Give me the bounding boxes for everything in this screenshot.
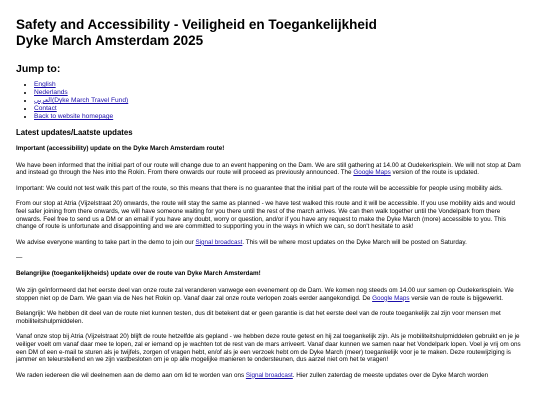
nl-paragraph-4 xyxy=(16,372,524,380)
jump-to-heading: Jump to: xyxy=(16,63,61,75)
jump-item-contact xyxy=(34,105,524,113)
jump-to-list xyxy=(16,81,524,121)
nl-important-heading: Belangrijke (toegankelijkheids) update over de route van Dyke March Amsterdam! xyxy=(16,270,261,278)
link-english[interactable]: English xyxy=(34,81,56,88)
en-paragraph-1 xyxy=(16,162,524,177)
latest-updates-heading: Latest updates/Laatste updates xyxy=(16,128,133,137)
jump-item-home xyxy=(34,113,524,121)
page-title-line2: Dyke March Amsterdam 2025 xyxy=(16,33,204,48)
nl-paragraph-2: Belangrijk: We hebben dit deel van de route niet kunnen testen, dus dit betekent dat er geen garantie is dat het eerste deel van de route toegankelijk zal zijn voor mensen met mobiliteitshulpmiddelen. xyxy=(16,310,501,325)
en-paragraph-4 xyxy=(16,239,524,247)
link-arabic-travel-fund[interactable]: العربي(Dyke March Travel Fund) xyxy=(34,97,129,104)
jump-item-english xyxy=(34,81,524,89)
link-back-to-homepage[interactable]: Back to website homepage xyxy=(34,113,114,120)
link-contact[interactable]: Contact xyxy=(34,105,57,112)
en-paragraph-2: Important: We could not test walk this part of the route, so this means that there is no guarantee that the initial part of the route will be accessible for people using mobility aids. xyxy=(16,184,503,192)
jump-item-arabic xyxy=(34,97,524,105)
en-paragraph-3: From our stop at Atria (Vijzelstraat 20) onwards, the route will stay the same as planned - we have test walked this route and it will be accessible. If you use mobility aids and would feel safer joining from there onwards, we will have someone waiting for you there until the rest of the march arrives. We can then walk together until the Vondelpark from there onwards. Feel free to send us a DM or an email if you have any doubt, worry or question, and/or if you have any request to make the Dyke March (more) accessible to you. This change of route is unfortunate and disappointing and we are committed to supporting you in the ways in which we can, so don't hesitate to ask! xyxy=(16,200,515,231)
nl-paragraph-3: Vanaf onze stop bij Atria (Vijzelstraat 20) blijft de route hetzelfde als gepland - we hebben deze route getest en hij zal toegankelijk zijn. Als je mobiliteitshulpmiddelen gebruikt en je je veiliger voelt om vanaf daar mee te lopen, zal er iemand op je wachten tot de rest van de mars arriveert. Vanaf daar kunnen we samen naar het Vondelpark lopen. Voel je vrij om ons een DM of een e-mail te sturen als je twijfels, zorgen of vragen hebt, en/of als je een verzoek hebt om de Dyke March (meer) toegankelijk voor je te maken. Deze routewijziging is jammer en teleurstellend en we zijn vastbesloten om je op alle mogelijke manieren te ondersteunen, dus aarzel niet om het te vragen! xyxy=(16,333,521,364)
en-p1-text: We have been informed that the initial part of our route will change due to an event happening on the Dam. We are still gathering at 14.00 at Oudekerksplein. We will not stop at Dam and instead go through the Nes into the Rokin. From there onwards our route will proceed as previously announced. The xyxy=(16,161,521,177)
en-google-maps-link[interactable]: Google Maps xyxy=(353,169,391,177)
nl-google-maps-link[interactable]: Google Maps xyxy=(372,294,410,302)
en-p1-text-after: version of the route is updated. xyxy=(390,169,479,177)
nl-signal-link[interactable]: Signal broadcast xyxy=(245,371,293,379)
nl-p1-text: We zijn geïnformeerd dat het eerste deel van onze route zal veranderen vanwege een evenement op de Dam. We komen nog steeds om 14.00 uur samen op Oudekerksplein. We stoppen niet op de Dam. We gaan via de Nes het Rokin op. Vanaf daar zal onze route verlopen zoals eerder aangekondigd. De xyxy=(16,286,514,302)
section-divider: — xyxy=(16,254,23,262)
en-signal-link[interactable]: Signal broadcast xyxy=(195,238,243,246)
en-p4-text: We advise everyone wanting to take part in the demo to join our xyxy=(16,238,196,246)
en-p4-text-after: . This will be where most updates on the Dyke March will be posted on Saturday. xyxy=(242,238,467,246)
en-important-heading: Important (accessibility) update on the Dyke March Amsterdam route! xyxy=(16,145,225,152)
nl-p1-text-after: versie van de route is bijgewerkt. xyxy=(409,294,504,302)
page-title xyxy=(16,17,524,49)
page-title-line1: Safety and Accessibility - Veiligheid en Toegankelijkheid xyxy=(16,17,377,32)
nl-p4-text: We raden iedereen die wil deelnemen aan de demo aan om lid te worden van ons xyxy=(16,371,246,379)
nl-paragraph-1 xyxy=(16,287,524,302)
jump-item-nederlands xyxy=(34,89,524,97)
link-nederlands[interactable]: Nederlands xyxy=(34,89,68,96)
nl-p4-text-after: . Hier zullen zaterdag de meeste updates over de Dyke March worden xyxy=(292,371,489,379)
